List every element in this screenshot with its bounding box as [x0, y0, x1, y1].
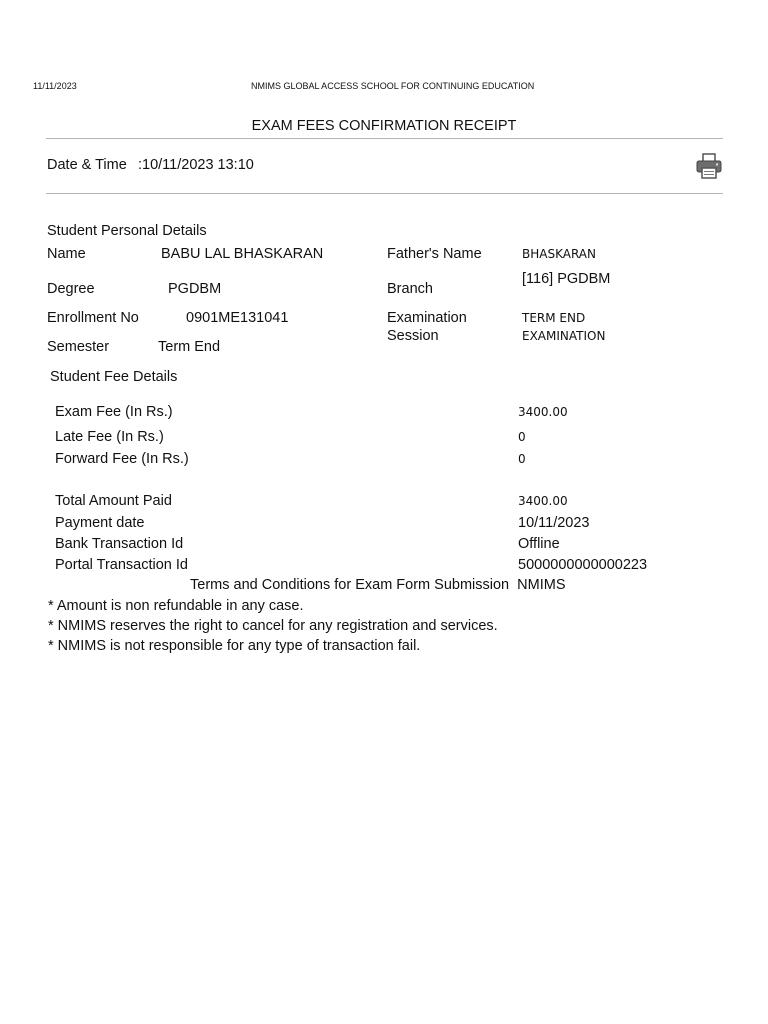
- fee-section-title: Student Fee Details: [50, 369, 178, 385]
- bank-transaction-label: Bank Transaction Id: [55, 536, 184, 552]
- forward-fee-value: 0: [518, 452, 526, 466]
- exam-session-value-line2: EXAMINATION: [522, 329, 606, 343]
- print-date: 11/11/2023: [33, 81, 77, 91]
- institution-name: NMIMS GLOBAL ACCESS SCHOOL FOR CONTINUING EDUCATION: [251, 81, 535, 91]
- name-label: Name: [47, 246, 86, 262]
- father-name-value: BHASKARAN: [522, 247, 596, 261]
- exam-session-label-line1: Examination: [387, 310, 467, 326]
- terms-item: * Amount is non refundable in any case.: [48, 598, 304, 614]
- portal-transaction-value: 5000000000000223: [518, 557, 648, 573]
- portal-transaction-label: Portal Transaction Id: [55, 557, 188, 573]
- late-fee-value: 0: [518, 430, 526, 444]
- exam-fee-label: Exam Fee (In Rs.): [55, 404, 173, 420]
- bank-transaction-value: Offline: [518, 536, 560, 552]
- exam-session-value-line1: TERM END: [522, 311, 586, 325]
- printer-icon[interactable]: [695, 152, 723, 180]
- datetime-divider: [46, 193, 723, 194]
- title-divider: [46, 138, 723, 139]
- terms-title: Terms and Conditions for Exam Form Submission NMIMS: [190, 577, 566, 593]
- total-amount-value: 3400.00: [518, 494, 568, 508]
- payment-date-label: Payment date: [55, 515, 145, 531]
- branch-value: [116] PGDBM: [522, 271, 611, 287]
- enrollment-label: Enrollment No: [47, 310, 139, 326]
- enrollment-value: 0901ME131041: [186, 310, 289, 326]
- datetime-label: Date & Time: [47, 157, 127, 173]
- total-amount-label: Total Amount Paid: [55, 493, 172, 509]
- exam-session-label-line2: Session: [387, 328, 439, 344]
- datetime-value: :10/11/2023 13:10: [138, 157, 254, 173]
- forward-fee-label: Forward Fee (In Rs.): [55, 451, 189, 467]
- branch-label: Branch: [387, 281, 433, 297]
- degree-label: Degree: [47, 281, 95, 297]
- semester-value: Term End: [158, 339, 221, 355]
- degree-value: PGDBM: [168, 281, 222, 297]
- name-value: BABU LAL BHASKARAN: [161, 246, 324, 262]
- receipt-title: EXAM FEES CONFIRMATION RECEIPT: [251, 118, 517, 134]
- payment-date-value: 10/11/2023: [518, 515, 590, 531]
- terms-item: * NMIMS is not responsible for any type of transaction fail.: [48, 638, 421, 654]
- terms-item: * NMIMS reserves the right to cancel for any registration and services.: [48, 618, 498, 634]
- exam-fee-value: 3400.00: [518, 405, 568, 419]
- personal-section-title: Student Personal Details: [47, 223, 207, 239]
- late-fee-label: Late Fee (In Rs.): [55, 429, 164, 445]
- semester-label: Semester: [47, 339, 110, 355]
- father-name-label: Father's Name: [387, 246, 482, 262]
